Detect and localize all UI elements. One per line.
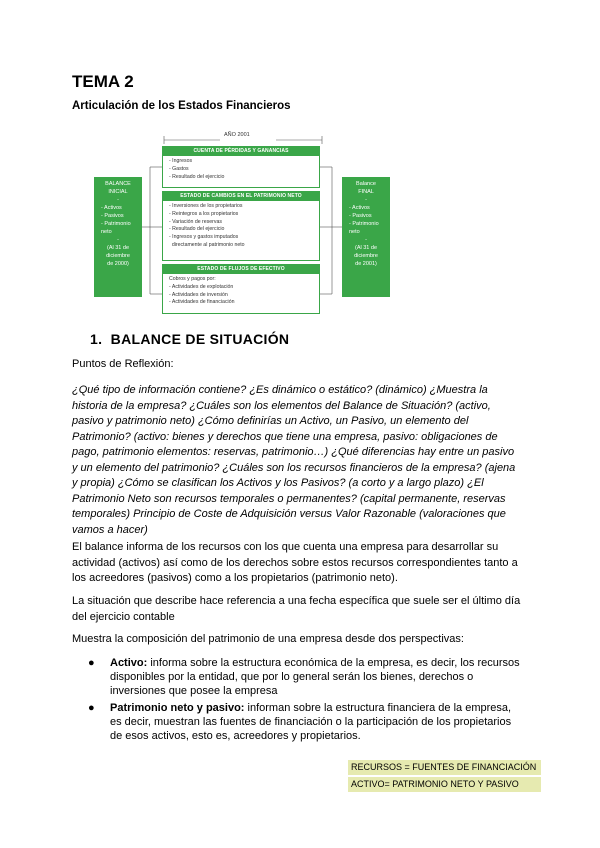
panel-item: - Ingresos y gastos imputados xyxy=(169,234,239,241)
highlight-resources: RECURSOS = FUENTES DE FINANCIACIÓN xyxy=(348,760,541,775)
reflection-paragraph: ¿Qué tipo de información contiene? ¿Es dinámico o estático? (dinámico) ¿Muestra la historia de la empresa? ¿Cuáles son los elementos del Balance de Situación? (activo, pasivo y patrimonio neto) ¿Cómo definirías un Activo, un Pasivo, un elemento del Patrimonio? (activo: bienes y derechos que tiene una empresa, pasivo: obligaciones de pago, patrimonio elementos: reservas, patrimonio…) ¿Qué diferencias hay entre un pasivo y un elemento del patrimonio? ¿Cuáles son los recursos financieros de la empresa? (ajena y propia) ¿Cómo se clasifican los Activos y los Pasivos? (a corto y a largo plazo) ¿El Patrimonio Neto son recursos temporales o permanentes? (capital permanente, reservas temporales) Principio de Coste de Adquisición versus Valor Razonable (valoraciones que vamos a hacer) xyxy=(72,384,516,536)
panel-header: ESTADO DE CAMBIOS EN EL PATRIMONIO NETO xyxy=(163,192,319,201)
initial-balance-item: - Activos xyxy=(101,204,122,211)
initial-balance-date: de 2000) xyxy=(107,260,129,267)
bullet-icon: ● xyxy=(88,702,95,714)
list-item: ● Patrimonio neto y pasivo: informan sobre la estructura financiera de la empresa, es decir, muestran las fuentes de financiación o la participación de los propietarios de esos activos, esto es, acreedores y propietarios. xyxy=(88,702,512,742)
final-balance-box: Balance FINAL - - Activos - Pasivos - Patrimonio neto - (Al 31 de diciembre de 2001) xyxy=(342,177,390,297)
final-balance-item: neto xyxy=(349,228,360,235)
panel-item: directamente al patrimonio neto xyxy=(169,241,245,248)
final-balance-item: - Pasivos xyxy=(349,212,372,219)
panel-item: - Inversiones de los propietarios xyxy=(169,203,243,209)
final-balance-item: - Patrimonio xyxy=(349,220,379,227)
financial-statements-diagram xyxy=(86,132,416,318)
initial-balance-date: diciembre xyxy=(106,252,130,259)
cash-flow-panel xyxy=(162,264,320,314)
initial-balance-subtitle: INICIAL xyxy=(108,188,128,195)
year-label: AÑO 2001 xyxy=(224,132,250,138)
panel-item: - Reintegros a los propietarios xyxy=(169,210,239,217)
final-balance-subtitle: FINAL xyxy=(358,188,374,195)
reflection-label: Puntos de Reflexión: xyxy=(72,358,174,370)
equity-changes-panel xyxy=(162,191,320,261)
date-paragraph: La situación que describe hace referencia a una fecha específica que suele ser el último día del ejercicio contable xyxy=(72,595,521,623)
panel-item: - Actividades de financiación xyxy=(169,299,235,306)
panel-item: - Actividades de inversión xyxy=(169,291,228,298)
perspectives-paragraph: Muestra la composición del patrimonio de una empresa desde dos perspectivas: xyxy=(72,633,464,645)
initial-balance-title: BALANCE xyxy=(105,181,131,187)
initial-balance-item: - Pasivos xyxy=(101,212,124,219)
panel-item: - Resultado del ejercicio xyxy=(169,226,225,233)
panel-item: Cobros y pagos por: xyxy=(169,276,216,282)
final-balance-date: diciembre xyxy=(354,252,378,259)
panel-header: CUENTA DE PÉRDIDAS Y GANANCIAS xyxy=(163,147,319,156)
list-item: ● Activo: informa sobre la estructura económica de la empresa, es decir, los recursos disponibles por la entidad, que por lo general serán los bienes, derechos o inversiones que posee la empresa xyxy=(88,657,520,697)
page-title: TEMA 2 xyxy=(72,72,134,91)
panel-item: - Ingresos xyxy=(169,158,193,164)
panel-item: - Actividades de explotación xyxy=(169,283,234,290)
income-statement-panel xyxy=(162,146,320,188)
final-balance-date: (Al 31 de xyxy=(354,244,377,251)
initial-balance-item: - Patrimonio xyxy=(101,220,131,227)
section-number: 1. xyxy=(90,331,103,347)
bullet-icon: ● xyxy=(88,657,95,669)
balance-definition-paragraph: El balance informa de los recursos con los que cuenta una empresa para desarrollar su actividad (activos) así como de los derechos sobre estos recursos correspondientes tanto a los acreedores (pasivos) como a los propietarios (patrimonio neto). xyxy=(72,541,518,584)
section-title: BALANCE DE SITUACIÓN xyxy=(110,331,290,347)
bullet-list xyxy=(72,656,532,746)
initial-balance-box: BALANCE INICIAL - - Activos - Pasivos - Patrimonio neto - (Al 31 de diciembre de 2000) xyxy=(94,177,142,297)
panel-item: - Gastos xyxy=(169,165,189,172)
panel-item: - Resultado del ejercicio xyxy=(169,173,225,180)
panel-header: ESTADO DE FLUJOS DE EFECTIVO xyxy=(163,265,319,274)
section-heading xyxy=(90,331,289,347)
initial-balance-item: neto xyxy=(101,228,112,235)
page-subtitle: Articulación de los Estados Financieros xyxy=(72,100,291,112)
final-balance-item: - Activos xyxy=(349,204,370,211)
final-balance-date: de 2001) xyxy=(355,260,377,267)
panel-item: - Variación de reservas xyxy=(169,218,222,225)
initial-balance-date: (Al 31 de xyxy=(106,244,129,251)
final-balance-title: Balance xyxy=(356,181,376,187)
highlight-assets: ACTIVO= PATRIMONIO NETO Y PASIVO xyxy=(348,777,541,792)
